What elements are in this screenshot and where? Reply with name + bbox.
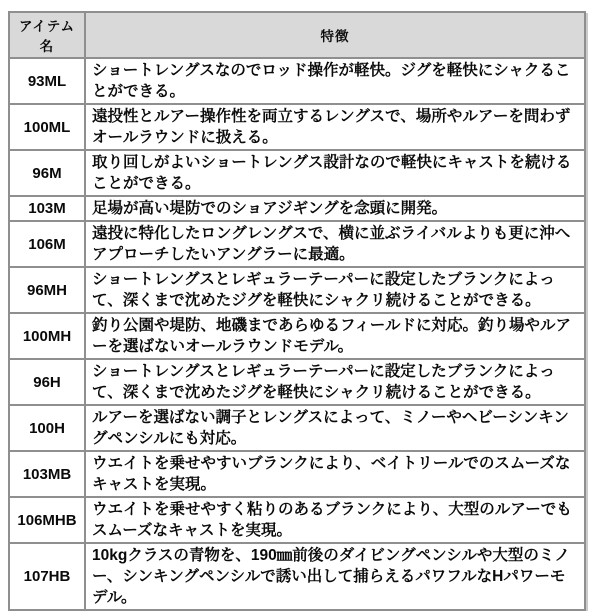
spec-table-body [9,58,585,610]
item-name-cell: 103MB [9,451,85,497]
item-name-cell: 96H [9,359,85,405]
header-row [9,12,585,58]
table-row [9,150,585,196]
feature-cell: 遠投性とルアー操作性を両立するレングスで、場所やルアーを問わずオールラウンドに扱える。 [85,104,585,150]
table-row [9,405,585,451]
table-row [9,58,585,104]
table-row [9,313,585,359]
feature-cell: ルアーを選ばない調子とレングスによって、ミノーやヘビーシンキングペンシルにも対応。 [85,405,585,451]
item-name-cell: 106M [9,221,85,267]
item-name-cell: 103M [9,196,85,221]
spec-table [8,11,586,611]
feature-cell: 足場が高い堤防でのショアジギングを念頭に開発。 [85,196,585,221]
feature-cell: 遠投に特化したロングレングスで、横に並ぶライバルよりも更に沖へアプローチしたいアングラーに最適。 [85,221,585,267]
feature-cell: 10kgクラスの青物を、190㎜前後のダイビングペンシルや大型のミノー、シンキングペンシルで誘い出して捕らえるパワフルなHパワーモデル。 [85,543,585,610]
table-row [9,267,585,313]
item-name-cell: 96MH [9,267,85,313]
item-name-cell: 100ML [9,104,85,150]
item-name-cell: 100MH [9,313,85,359]
table-row [9,451,585,497]
item-name-cell: 100H [9,405,85,451]
feature-cell: ショートレングスなのでロッド操作が軽快。ジグを軽快にシャクることができる。 [85,58,585,104]
item-name-header: アイテム名 [9,12,85,58]
feature-cell: 取り回しがよいショートレングス設計なので軽快にキャストを続けることができる。 [85,150,585,196]
feature-cell: ウエイトを乗せやすいブランクにより、ベイトリールでのスムーズなキャストを実現。 [85,451,585,497]
feature-cell: ウエイトを乗せやすく粘りのあるブランクにより、大型のルアーでもスムーズなキャストを実現。 [85,497,585,543]
item-name-cell: 107HB [9,543,85,610]
item-name-cell: 96M [9,150,85,196]
spec-table-header [9,12,585,58]
table-row [9,104,585,150]
feature-header: 特徴 [85,12,585,58]
table-row [9,196,585,221]
feature-cell: ショートレングスとレギュラーテーパーに設定したブランクによって、深くまで沈めたジグを軽快にシャクリ続けることができる。 [85,267,585,313]
item-name-cell: 93ML [9,58,85,104]
table-row [9,497,585,543]
feature-cell: 釣り公園や堤防、地磯まであらゆるフィールドに対応。釣り場やルアーを選ばないオールラウンドモデル。 [85,313,585,359]
item-name-cell: 106MHB [9,497,85,543]
table-row [9,359,585,405]
table-row [9,221,585,267]
feature-cell: ショートレングスとレギュラーテーパーに設定したブランクによって、深くまで沈めたジグを軽快にシャクリ続けることができる。 [85,359,585,405]
